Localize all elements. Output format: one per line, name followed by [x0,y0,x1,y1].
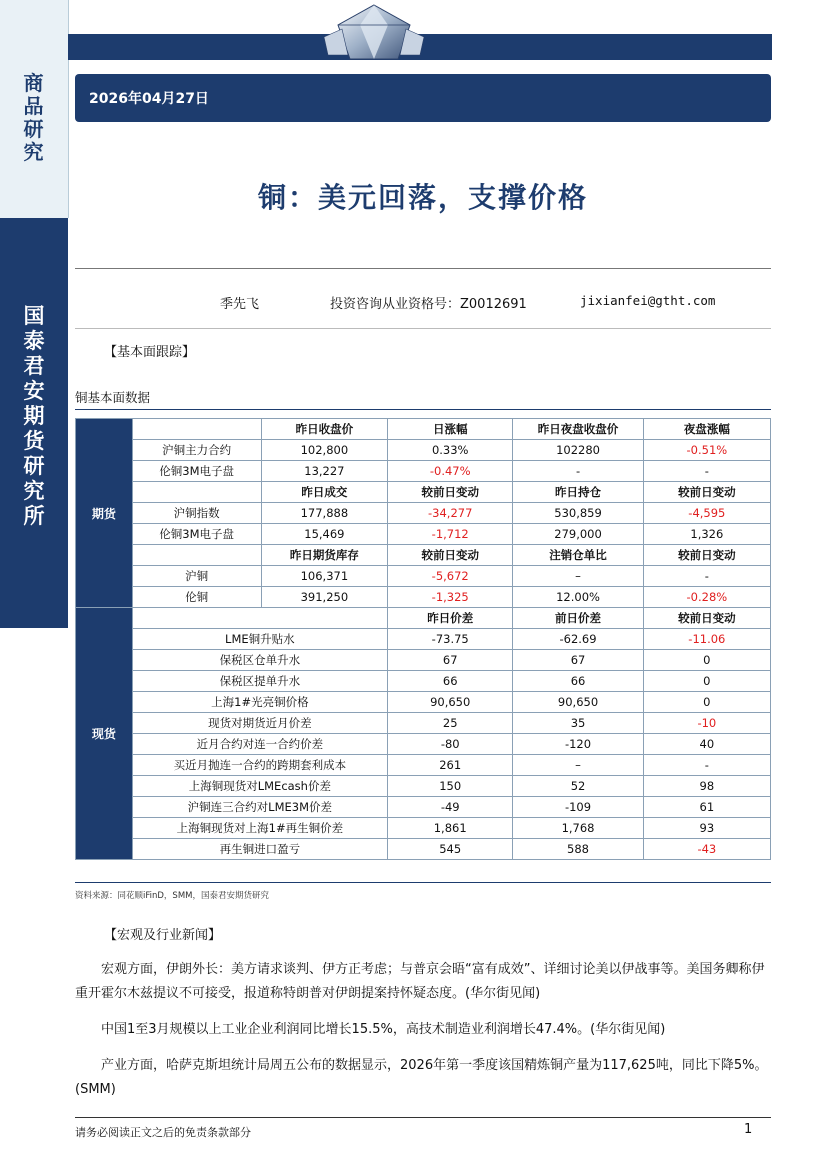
category-spot: 现货 [76,608,133,860]
copper-fundamentals-table [75,418,771,860]
table-cell: -5,672 [388,566,513,587]
table-row [76,566,771,587]
table-cell: 15,469 [261,524,387,545]
table-cell: -0.51% [643,440,770,461]
table-cell: 261 [388,755,513,776]
table-row [76,419,771,440]
table-cell: 93 [643,818,770,839]
column-header: 昨日成交 [261,482,387,503]
table-row [76,839,771,860]
news-paragraph: 产业方面，哈萨克斯坦统计局周五公布的数据显示，2026年第一季度该国精炼铜产量为117,625吨，同比下降5%。(SMM) [75,1058,768,1097]
table-row [76,503,771,524]
column-header: 较前日变动 [643,482,770,503]
page-number: 1 [744,1122,753,1137]
table-caption: 铜基本面数据 [75,390,151,405]
column-header: 前日价差 [513,608,643,629]
column-header: 较前日变动 [643,545,770,566]
table-row [76,440,771,461]
row-label: 沪铜主力合约 [132,440,261,461]
table-cell: 1,326 [643,524,770,545]
sidebar-bottom [0,218,68,628]
column-header: 昨日期货库存 [261,545,387,566]
divider [75,882,771,883]
author-name: 季先飞 [220,297,260,312]
table-row [76,587,771,608]
table-cell: 106,371 [261,566,387,587]
divider [75,409,771,410]
table-cell: 13,227 [261,461,387,482]
category-futures: 期货 [76,419,133,608]
divider [75,268,771,269]
footer-divider [75,1117,771,1118]
table-cell: 150 [388,776,513,797]
row-label: 沪铜 [132,566,261,587]
report-title: 铜：美元回落，支撑价格 [257,181,588,214]
row-label: 沪铜指数 [132,503,261,524]
column-header: 较前日变动 [388,545,513,566]
table-cell: -0.28% [643,587,770,608]
table-row [76,818,771,839]
section-heading: 【基本面跟踪】 [104,345,196,360]
row-label: 再生铜进口盈亏 [132,839,387,860]
table-cell: 530,859 [513,503,643,524]
news-paragraph: 中国1至3月规模以上工业企业利润同比增长15.5%，高技术制造业利润增长47.4%。(华尔街见闻) [101,1022,666,1037]
table-cell: 588 [513,839,643,860]
table-row [76,545,771,566]
row-label: 买近月抛连一合约的跨期套利成本 [132,755,387,776]
table-row [76,776,771,797]
row-label: 保税区提单升水 [132,671,387,692]
author-email[interactable]: jixianfei@gtht.com [580,293,716,308]
table-row [76,755,771,776]
table-cell: - [643,755,770,776]
table-cell: 1,768 [513,818,643,839]
footer-disclaimer: 请务必阅读正文之后的免责条款部分 [75,1126,251,1139]
table-cell: -11.06 [643,629,770,650]
table-row [76,797,771,818]
table-cell: -0.47% [388,461,513,482]
table-cell: -1,712 [388,524,513,545]
sidebar-top-label: 商品研究 [23,71,45,164]
table-row [76,650,771,671]
table-cell: 102,800 [261,440,387,461]
table-cell: - [513,461,643,482]
table-row [76,482,771,503]
table-cell: 90,650 [388,692,513,713]
column-header: 日涨幅 [388,419,513,440]
table-cell: 279,000 [513,524,643,545]
row-label: 上海1#光亮铜价格 [132,692,387,713]
table-cell: 0 [643,650,770,671]
table-cell: 1,861 [388,818,513,839]
divider [75,328,771,329]
table-cell: 545 [388,839,513,860]
table-cell: 0 [643,692,770,713]
table-cell: -1,325 [388,587,513,608]
column-header: 夜盘涨幅 [643,419,770,440]
sidebar-bottom-label: 国泰君安期货研究所 [23,304,45,528]
column-header: 注销仓单比 [513,545,643,566]
table-row [76,629,771,650]
table-cell: – [513,566,643,587]
table-cell: -62.69 [513,629,643,650]
table-cell: -10 [643,713,770,734]
table-cell: – [513,755,643,776]
row-label: 现货对期货近月价差 [132,713,387,734]
date-bar [75,74,771,122]
table-cell: -43 [643,839,770,860]
news-paragraph: 宏观方面，伊朗外长：美方请求谈判、伊方正考虑；与普京会晤“富有成效”、详细讨论美以伊战事等。美国务卿称伊重开霍尔木兹提议不可接受，报道称特朗普对伊朗提案持怀疑态度。(华尔街见闻) [75,962,765,1001]
column-header: 昨日持仓 [513,482,643,503]
row-label: 上海铜现货对LMEcash价差 [132,776,387,797]
table-cell: 67 [513,650,643,671]
row-label: 伦铜3M电子盘 [132,461,261,482]
table-cell: 66 [513,671,643,692]
table-row [76,608,771,629]
table-row [76,524,771,545]
table-cell: 67 [388,650,513,671]
row-label: 保税区仓单升水 [132,650,387,671]
column-header: 较前日变动 [388,482,513,503]
column-header: 昨日价差 [388,608,513,629]
column-header: 昨日收盘价 [261,419,387,440]
table-cell: 0.33% [388,440,513,461]
table-cell: -4,595 [643,503,770,524]
table-row [76,461,771,482]
row-label: 近月合约对连一合约价差 [132,734,387,755]
table-cell: 12.00% [513,587,643,608]
table-row [76,734,771,755]
report-date: 2026年04月27日 [89,91,209,107]
table-cell: 35 [513,713,643,734]
row-label: 上海铜现货对上海1#再生铜价差 [132,818,387,839]
row-label: 沪铜连三合约对LME3M价差 [132,797,387,818]
diamond-logo-icon [318,3,430,63]
table-cell: -49 [388,797,513,818]
table-cell: 40 [643,734,770,755]
table-cell: - [643,461,770,482]
author-license: 投资咨询从业资格号：Z0012691 [330,297,527,312]
table-cell: 25 [388,713,513,734]
table-cell: - [643,566,770,587]
table-cell: -120 [513,734,643,755]
table-source: 资料来源：同花顺iFinD，SMM，国泰君安期货研究 [75,891,269,901]
table-cell: 177,888 [261,503,387,524]
sidebar-top [0,0,69,218]
table-cell: 61 [643,797,770,818]
table-row [76,713,771,734]
table-cell: 66 [388,671,513,692]
column-header: 昨日夜盘收盘价 [513,419,643,440]
table-cell: 0 [643,671,770,692]
table-cell: 102280 [513,440,643,461]
table-cell: 52 [513,776,643,797]
table-cell: 90,650 [513,692,643,713]
table-cell: -109 [513,797,643,818]
table-cell: -34,277 [388,503,513,524]
table-cell: 98 [643,776,770,797]
row-label: 伦铜 [132,587,261,608]
table-row [76,671,771,692]
column-header: 较前日变动 [643,608,770,629]
row-label: 伦铜3M电子盘 [132,524,261,545]
table-cell: -73.75 [388,629,513,650]
table-cell: -80 [388,734,513,755]
table-cell: 391,250 [261,587,387,608]
row-label: LME铜升贴水 [132,629,387,650]
table-row [76,692,771,713]
section-heading: 【宏观及行业新闻】 [104,928,222,943]
